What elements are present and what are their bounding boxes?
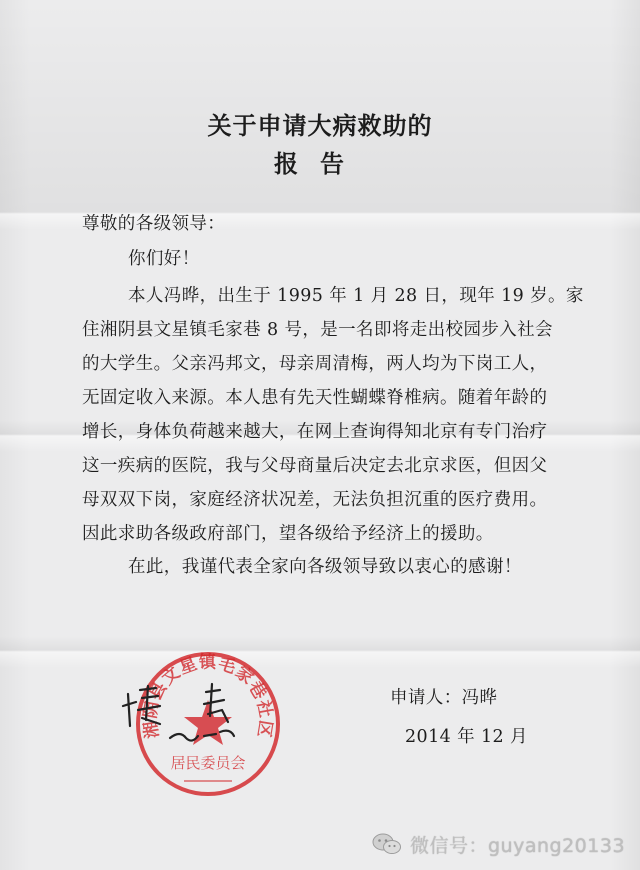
closing-remark: 在此，我谨代表全家向各级领导致以衷心的感谢！ — [128, 557, 522, 577]
seal-ring-text: 湘阴县文星镇毛家巷社区 — [140, 652, 276, 740]
body-line: 增长，身体负荷越来越大，在网上查询得知北京有专门治疗 — [82, 422, 548, 442]
salutation: 尊敬的各级领导： — [82, 214, 226, 234]
handwritten-signature — [120, 680, 260, 750]
body-line: 本人冯晔，出生于 1995 年 1 月 28 日，现年 19 岁。家 — [128, 286, 584, 306]
body-line: 母双双下岗，家庭经济状况差，无法负担沉重的医疗费用。 — [82, 490, 548, 510]
body-line: 这一疾病的医院，我与父母商量后决定去北京求医，但因父 — [82, 456, 548, 476]
body-line: 的大学生。父亲冯邦文，母亲周清梅，两人均为下岗工人， — [82, 354, 548, 374]
seal-bottom-text: 居民委员会 — [170, 754, 246, 772]
document-title-subtitle: 报告 — [274, 149, 366, 178]
watermark-text: 微信号：guyang20133 — [410, 834, 626, 857]
body-line: 因此求助各级政府部门，望各级给予经济上的援助。 — [82, 524, 494, 544]
wechat-watermark — [372, 826, 632, 862]
document-title: 关于申请大病救助的 — [207, 111, 433, 140]
wechat-icon — [372, 832, 402, 856]
greeting: 你们好！ — [128, 249, 200, 269]
body-line: 无固定收入来源。本人患有先天性蝴蝶脊椎病。随着年龄的 — [82, 388, 548, 408]
document-date: 2014 年 12 月 — [405, 727, 528, 747]
applicant-signature-label: 申请人：冯晔 — [390, 688, 498, 708]
body-line: 住湘阴县文星镇毛家巷 8 号，是一名即将走出校园步入社会 — [82, 320, 553, 340]
